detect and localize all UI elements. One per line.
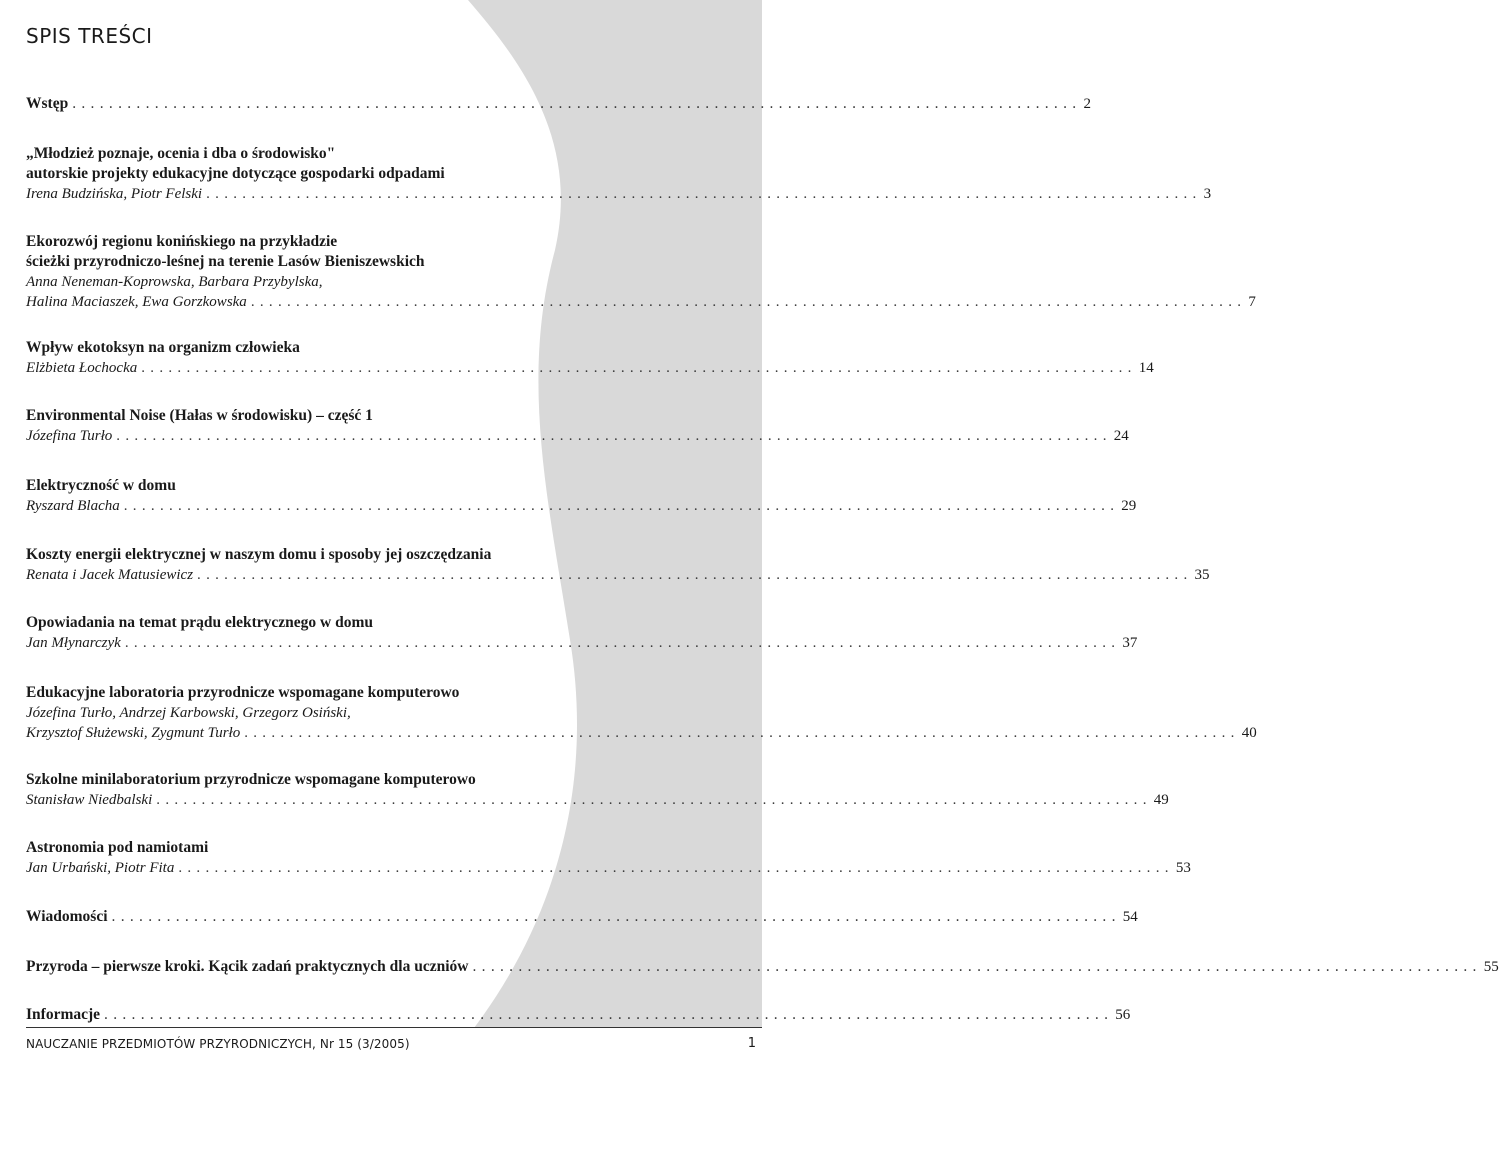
entry-title: Elektryczność w domu	[26, 477, 176, 494]
entry-authors: Krzysztof Służewski, Zygmunt Turło	[26, 725, 241, 741]
toc-entry[interactable]	[26, 907, 1138, 927]
footer-page-number: 1	[747, 1036, 756, 1051]
toc-entry[interactable]	[26, 770, 1169, 810]
page-number: 37	[1122, 635, 1138, 651]
entry-title: Environmental Noise (Hałas w środowisku) – część 1	[26, 407, 373, 424]
dot-leader: ..............................................................................................................	[124, 635, 1121, 651]
page-number: 2	[1083, 96, 1091, 112]
dot-leader: ..............................................................................................................	[104, 1006, 1114, 1023]
entry-title: „Młodzież poznaje, ocenia i dba o środowisko"	[26, 145, 336, 162]
dot-leader: ..............................................................................................................	[206, 186, 1202, 202]
page-number: 56	[1115, 1007, 1131, 1023]
dot-leader: ..............................................................................................................	[197, 567, 1193, 583]
entry-title: ścieżki przyrodniczo-leśnej na terenie Lasów Bieniszewskich	[26, 253, 425, 270]
page-number: 49	[1153, 792, 1169, 808]
toc-entry[interactable]	[26, 232, 1256, 312]
entry-title: Opowiadania na temat prądu elektrycznego w domu	[26, 614, 374, 631]
toc-entry[interactable]	[26, 683, 1257, 743]
page-number: 7	[1248, 294, 1256, 310]
toc-entry[interactable]	[26, 338, 1154, 378]
toc-entry[interactable]	[26, 957, 1499, 977]
entry-title: autorskie projekty edukacyjne dotyczące gospodarki odpadami	[26, 165, 445, 182]
entry-title: Szkolne minilaboratorium przyrodnicze wspomagane komputerowo	[26, 771, 476, 788]
page-number: 53	[1175, 860, 1191, 876]
table-of-contents	[26, 0, 1499, 1174]
dot-leader: ..............................................................................................................	[156, 792, 1152, 808]
entry-title: Ekorozwój regionu konińskiego na przykładzie	[26, 233, 338, 250]
page-number: 3	[1203, 186, 1212, 202]
entry-authors: Jan Młynarczyk	[26, 635, 121, 651]
page-number: 24	[1113, 428, 1129, 444]
entry-title: Wpływ ekotoksyn na organizm człowieka	[26, 339, 300, 356]
page-number: 29	[1121, 498, 1137, 514]
page-number: 54	[1122, 909, 1138, 925]
dot-leader: ..............................................................................................................	[244, 725, 1240, 741]
entry-title: Koszty energii elektrycznej w naszym domu i sposoby jej oszczędzania	[26, 546, 492, 563]
page-number: 40	[1241, 725, 1257, 741]
entry-authors: Elżbieta Łochocka	[26, 360, 138, 376]
toc-entry[interactable]	[26, 545, 1210, 585]
entry-title: Edukacyjne laboratoria przyrodnicze wspomagane komputerowo	[26, 684, 460, 701]
footer-rule	[26, 1027, 762, 1028]
toc-entry[interactable]	[26, 613, 1138, 653]
footer-journal-title: NAUCZANIE PRZEDMIOTÓW PRZYRODNICZYCH, Nr 15 (3/2005)	[26, 1037, 410, 1051]
entry-title: Wstęp	[26, 95, 69, 112]
toc-entry[interactable]	[26, 144, 1212, 204]
entry-authors: Halina Maciaszek, Ewa Gorzkowska	[26, 294, 247, 310]
entry-authors: Irena Budzińska, Piotr Felski	[26, 186, 203, 202]
toc-entry[interactable]	[26, 94, 1091, 114]
entry-title: Wiadomości	[26, 908, 108, 925]
entry-authors: Stanisław Niedbalski	[26, 792, 153, 808]
dot-leader: ..............................................................................................................	[72, 95, 1082, 112]
dot-leader: ..............................................................................................................	[141, 360, 1137, 376]
entry-authors: Józefina Turło	[26, 428, 113, 444]
entry-title: Informacje	[26, 1006, 101, 1023]
page-title: SPIS TREŚCI	[26, 24, 153, 48]
page-number: 55	[1483, 959, 1499, 975]
entry-authors: Józefina Turło, Andrzej Karbowski, Grzegorz Osiński,	[26, 705, 351, 721]
toc-entry[interactable]	[26, 838, 1191, 878]
entry-authors: Ryszard Blacha	[26, 498, 120, 514]
entry-authors: Jan Urbański, Piotr Fita	[26, 860, 175, 876]
toc-entry[interactable]	[26, 406, 1129, 446]
dot-leader: ..............................................................................................................	[123, 498, 1120, 514]
dot-leader: ..............................................................................................................	[111, 908, 1121, 925]
dot-leader: ..............................................................................................................	[472, 958, 1482, 975]
dot-leader: ..............................................................................................................	[178, 860, 1174, 876]
entry-authors: Anna Neneman-Koprowska, Barbara Przybylska,	[26, 274, 323, 290]
toc-entry[interactable]	[26, 1005, 1131, 1025]
dot-leader: ..............................................................................................................	[116, 428, 1112, 444]
page-number: 14	[1138, 360, 1154, 376]
dot-leader: ..............................................................................................................	[250, 294, 1247, 310]
entry-title: Astronomia pod namiotami	[26, 839, 209, 856]
toc-entry[interactable]	[26, 476, 1137, 516]
entry-title: Przyroda – pierwsze kroki. Kącik zadań praktycznych dla uczniów	[26, 958, 469, 975]
entry-authors: Renata i Jacek Matusiewicz	[26, 567, 194, 583]
page-number: 35	[1194, 567, 1210, 583]
